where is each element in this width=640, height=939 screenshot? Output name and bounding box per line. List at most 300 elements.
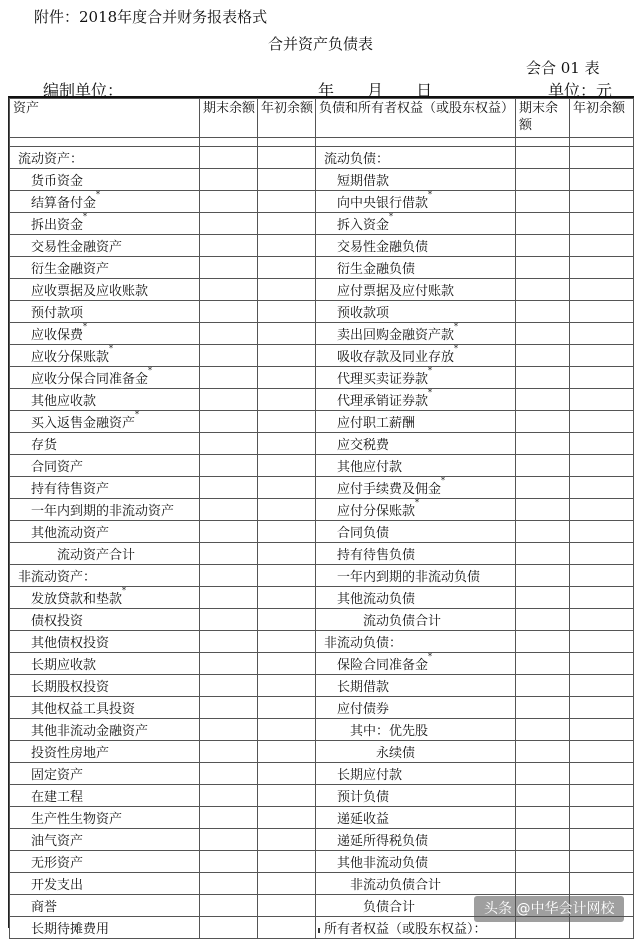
liability-item — [316, 565, 516, 587]
line-item-label: 衍生金融资产 — [31, 262, 110, 277]
asset-item — [10, 147, 200, 169]
footnote-mark: * — [454, 344, 459, 353]
line-item-label: 应付手续费及佣金 — [337, 482, 442, 497]
table-row — [10, 301, 634, 323]
asset-opening-value — [258, 499, 316, 521]
line-item-label: 应付票据及应付账款 — [337, 284, 455, 299]
footnote-mark: * — [389, 212, 394, 221]
liability-item — [316, 609, 516, 631]
liability-item — [316, 257, 516, 279]
liability-opening-value — [570, 785, 634, 807]
asset-ending-value — [200, 279, 258, 301]
table-row — [10, 191, 634, 213]
asset-ending-value — [200, 499, 258, 521]
liability-opening-value — [570, 873, 634, 895]
line-item-label: 流动负债： — [324, 152, 390, 167]
asset-opening-value — [258, 345, 316, 367]
asset-ending-value — [200, 345, 258, 367]
line-item-label: 衍生金融负债 — [337, 262, 416, 277]
liability-item — [316, 675, 516, 697]
table-row — [10, 609, 634, 631]
asset-item — [10, 565, 200, 587]
asset-ending-value — [200, 301, 258, 323]
liability-item — [316, 147, 516, 169]
asset-item — [10, 499, 200, 521]
liability-ending-value — [516, 433, 570, 455]
table-row — [10, 279, 634, 301]
line-item-label: 应收分保合同准备金 — [31, 372, 149, 387]
asset-item — [10, 763, 200, 785]
line-item-label: 代理买卖证券款 — [337, 372, 429, 387]
asset-ending-value — [200, 807, 258, 829]
date-label: 年 月 日 — [318, 81, 433, 100]
line-item-label: 其他流动资产 — [31, 526, 110, 541]
table-row — [10, 587, 634, 609]
line-item-label: 长期待摊费用 — [31, 922, 110, 937]
line-item-label: 其他流动负债 — [337, 592, 416, 607]
liability-item — [316, 455, 516, 477]
liability-ending-value — [516, 235, 570, 257]
liability-ending-value — [516, 697, 570, 719]
asset-ending-value — [200, 147, 258, 169]
liability-item — [316, 411, 516, 433]
asset-opening-value — [258, 631, 316, 653]
asset-item — [10, 917, 200, 939]
line-item-label: 固定资产 — [31, 768, 84, 783]
line-item-label: 非流动资产： — [18, 570, 97, 585]
liability-opening-value — [570, 213, 634, 235]
line-item-label: 油气资产 — [31, 834, 84, 849]
liability-ending-value — [516, 477, 570, 499]
asset-item — [10, 521, 200, 543]
col-header-liab-ending: 期末余额 — [516, 99, 570, 138]
asset-opening-value — [258, 323, 316, 345]
line-item-label: 商誉 — [31, 900, 58, 915]
asset-opening-value — [258, 675, 316, 697]
asset-ending-value — [200, 477, 258, 499]
line-item-label: 债权投资 — [31, 614, 84, 629]
liability-item — [316, 213, 516, 235]
table-row — [10, 697, 634, 719]
liability-opening-value — [570, 301, 634, 323]
asset-opening-value — [258, 851, 316, 873]
table-row — [10, 631, 634, 653]
liability-opening-value — [570, 631, 634, 653]
liability-item — [316, 389, 516, 411]
liability-ending-value — [516, 301, 570, 323]
asset-item — [10, 653, 200, 675]
asset-opening-value — [258, 565, 316, 587]
asset-item — [10, 279, 200, 301]
balance-sheet-table — [9, 98, 634, 939]
line-item-label: 存货 — [31, 438, 58, 453]
asset-ending-value — [200, 411, 258, 433]
table-row — [10, 367, 634, 389]
asset-opening-value — [258, 477, 316, 499]
asset-ending-value — [200, 169, 258, 191]
liability-opening-value — [570, 851, 634, 873]
table-row — [10, 785, 634, 807]
liability-item — [316, 741, 516, 763]
liability-item — [316, 279, 516, 301]
asset-opening-value — [258, 213, 316, 235]
liability-opening-value — [570, 411, 634, 433]
liability-opening-value — [570, 455, 634, 477]
asset-item — [10, 367, 200, 389]
asset-item — [10, 257, 200, 279]
liability-ending-value — [516, 829, 570, 851]
asset-item — [10, 191, 200, 213]
liability-opening-value — [570, 169, 634, 191]
liability-ending-value — [516, 565, 570, 587]
asset-opening-value — [258, 653, 316, 675]
footnote-mark: * — [122, 586, 127, 595]
liability-opening-value — [570, 543, 634, 565]
line-item-label: 负债合计 — [363, 900, 416, 915]
footnote-mark: * — [428, 388, 433, 397]
liability-ending-value — [516, 499, 570, 521]
line-item-label: 结算备付金 — [31, 196, 97, 211]
asset-ending-value — [200, 565, 258, 587]
footnote-mark: * — [415, 498, 420, 507]
liability-opening-value — [570, 279, 634, 301]
liability-opening-value — [570, 697, 634, 719]
liability-item — [316, 763, 516, 785]
asset-ending-value — [200, 521, 258, 543]
line-item-label: 长期应收款 — [31, 658, 97, 673]
asset-ending-value — [200, 433, 258, 455]
line-item-label: 其他应付款 — [337, 460, 403, 475]
line-item-label: 其他权益工具投资 — [31, 702, 136, 717]
line-item-label: 应收票据及应收账款 — [31, 284, 149, 299]
liability-ending-value — [516, 741, 570, 763]
line-item-label: 持有待售负债 — [337, 548, 416, 563]
line-item-label: 在建工程 — [31, 790, 84, 805]
line-item-label: 应付分保账款 — [337, 504, 416, 519]
asset-ending-value — [200, 323, 258, 345]
liability-ending-value — [516, 587, 570, 609]
footnote-mark: * — [109, 344, 114, 353]
asset-ending-value — [200, 741, 258, 763]
liability-ending-value — [516, 521, 570, 543]
liability-ending-value — [516, 851, 570, 873]
asset-opening-value — [258, 301, 316, 323]
asset-ending-value — [200, 587, 258, 609]
asset-opening-value — [258, 147, 316, 169]
line-item-label: 长期借款 — [337, 680, 390, 695]
table-row — [10, 433, 634, 455]
liability-item — [316, 807, 516, 829]
asset-ending-value — [200, 213, 258, 235]
line-item-label: 流动负债合计 — [363, 614, 442, 629]
page-marker — [318, 928, 320, 933]
asset-item — [10, 851, 200, 873]
liability-item — [316, 873, 516, 895]
table-row — [10, 235, 634, 257]
line-item-label: 一年内到期的非流动负债 — [337, 570, 481, 585]
liability-ending-value — [516, 719, 570, 741]
asset-ending-value — [200, 235, 258, 257]
table-row — [10, 389, 634, 411]
liability-ending-value — [516, 873, 570, 895]
footnote-mark: * — [83, 212, 88, 221]
table-row — [10, 741, 634, 763]
line-item-label: 长期应付款 — [337, 768, 403, 783]
line-item-label: 交易性金融负债 — [337, 240, 429, 255]
line-item-label: 非流动负债： — [324, 636, 403, 651]
line-item-label: 生产性生物资产 — [31, 812, 123, 827]
asset-opening-value — [258, 609, 316, 631]
table-row — [10, 411, 634, 433]
liability-opening-value — [570, 719, 634, 741]
asset-item — [10, 477, 200, 499]
liability-ending-value — [516, 675, 570, 697]
asset-opening-value — [258, 455, 316, 477]
liability-opening-value — [570, 741, 634, 763]
table-row — [10, 257, 634, 279]
liability-opening-value — [570, 763, 634, 785]
line-item-label: 应交税费 — [337, 438, 390, 453]
line-item-label: 保险合同准备金 — [337, 658, 429, 673]
line-item-label: 预收款项 — [337, 306, 390, 321]
liability-opening-value — [570, 587, 634, 609]
line-item-label: 长期股权投资 — [31, 680, 110, 695]
liability-item — [316, 829, 516, 851]
liability-ending-value — [516, 763, 570, 785]
asset-opening-value — [258, 829, 316, 851]
line-item-label: 开发支出 — [31, 878, 84, 893]
table-row — [10, 499, 634, 521]
asset-opening-value — [258, 873, 316, 895]
table-row — [10, 477, 634, 499]
liability-ending-value — [516, 631, 570, 653]
line-item-label: 买入返售金融资产 — [31, 416, 136, 431]
asset-item — [10, 587, 200, 609]
asset-ending-value — [200, 455, 258, 477]
line-item-label: 预计负债 — [337, 790, 390, 805]
asset-ending-value — [200, 631, 258, 653]
asset-opening-value — [258, 785, 316, 807]
liability-opening-value — [570, 499, 634, 521]
liability-item — [316, 587, 516, 609]
asset-item — [10, 213, 200, 235]
asset-opening-value — [258, 697, 316, 719]
spacer-row — [10, 138, 634, 147]
table-row — [10, 455, 634, 477]
asset-item — [10, 433, 200, 455]
table-row — [10, 323, 634, 345]
asset-ending-value — [200, 675, 258, 697]
balance-sheet-frame — [8, 96, 634, 937]
asset-item — [10, 543, 200, 565]
liability-ending-value — [516, 389, 570, 411]
asset-item — [10, 719, 200, 741]
line-item-label: 非流动负债合计 — [350, 878, 442, 893]
table-row — [10, 851, 634, 873]
footnote-mark: * — [83, 322, 88, 331]
liability-opening-value — [570, 389, 634, 411]
asset-ending-value — [200, 829, 258, 851]
line-item-label: 永续债 — [376, 746, 416, 761]
line-item-label: 短期借款 — [337, 174, 390, 189]
liability-item — [316, 323, 516, 345]
line-item-label: 其他非流动金融资产 — [31, 724, 149, 739]
asset-opening-value — [258, 191, 316, 213]
asset-opening-value — [258, 719, 316, 741]
liability-item — [316, 235, 516, 257]
asset-ending-value — [200, 917, 258, 939]
asset-ending-value — [200, 389, 258, 411]
table-row — [10, 543, 634, 565]
liability-ending-value — [516, 257, 570, 279]
liability-ending-value — [516, 323, 570, 345]
liability-item — [316, 785, 516, 807]
footnote-mark: * — [135, 410, 140, 419]
liability-opening-value — [570, 235, 634, 257]
asset-ending-value — [200, 873, 258, 895]
line-item-label: 其中：优先股 — [350, 724, 429, 739]
asset-opening-value — [258, 367, 316, 389]
asset-opening-value — [258, 587, 316, 609]
asset-opening-value — [258, 763, 316, 785]
asset-opening-value — [258, 521, 316, 543]
asset-item — [10, 169, 200, 191]
liability-item — [316, 499, 516, 521]
asset-opening-value — [258, 169, 316, 191]
col-header-asset-opening: 年初余额 — [258, 99, 316, 138]
asset-item — [10, 675, 200, 697]
line-item-label: 吸收存款及同业存放 — [337, 350, 455, 365]
line-item-label: 合同负债 — [337, 526, 390, 541]
liability-item — [316, 477, 516, 499]
asset-ending-value — [200, 257, 258, 279]
liability-opening-value — [570, 609, 634, 631]
asset-opening-value — [258, 279, 316, 301]
liability-opening-value — [570, 433, 634, 455]
liability-ending-value — [516, 169, 570, 191]
liability-opening-value — [570, 147, 634, 169]
liability-opening-value — [570, 829, 634, 851]
table-row — [10, 873, 634, 895]
asset-ending-value — [200, 763, 258, 785]
line-item-label: 应付职工薪酬 — [337, 416, 416, 431]
liability-item — [316, 169, 516, 191]
header-row — [10, 99, 634, 138]
liability-item — [316, 521, 516, 543]
col-header-assets: 资产 — [10, 99, 200, 138]
asset-item — [10, 807, 200, 829]
liability-item — [316, 191, 516, 213]
line-item-label: 发放贷款和垫款 — [31, 592, 123, 607]
asset-item — [10, 873, 200, 895]
liability-opening-value — [570, 653, 634, 675]
line-item-label: 其他非流动负债 — [337, 856, 429, 871]
asset-item — [10, 235, 200, 257]
liability-item — [316, 719, 516, 741]
table-row — [10, 763, 634, 785]
col-header-asset-ending: 期末余额 — [200, 99, 258, 138]
prepared-by-label: 编制单位： — [43, 81, 124, 100]
line-item-label: 递延所得税负债 — [337, 834, 429, 849]
line-item-label: 向中央银行借款 — [337, 196, 429, 211]
line-item-label: 交易性金融资产 — [31, 240, 123, 255]
line-item-label: 货币资金 — [31, 174, 84, 189]
line-item-label: 应收分保账款 — [31, 350, 110, 365]
asset-item — [10, 697, 200, 719]
liability-item — [316, 653, 516, 675]
asset-opening-value — [258, 235, 316, 257]
line-item-label: 所有者权益（或股东权益）： — [324, 922, 487, 937]
asset-item — [10, 323, 200, 345]
line-item-label: 卖出回购金融资产款 — [337, 328, 455, 343]
line-item-label: 投资性房地产 — [31, 746, 110, 761]
table-row — [10, 169, 634, 191]
liability-ending-value — [516, 279, 570, 301]
asset-item — [10, 829, 200, 851]
asset-opening-value — [258, 917, 316, 939]
asset-opening-value — [258, 411, 316, 433]
currency-unit-label: 单位：元 — [548, 81, 613, 100]
footnote-mark: * — [428, 366, 433, 375]
col-header-liabilities: 负债和所有者权益（或股东权益） — [316, 99, 516, 138]
line-item-label: 应付债券 — [337, 702, 390, 717]
watermark: 头条 @中华会计网校 — [474, 896, 624, 922]
liability-ending-value — [516, 191, 570, 213]
liability-item — [316, 543, 516, 565]
table-row — [10, 521, 634, 543]
line-item-label: 流动资产： — [18, 152, 84, 167]
footnote-mark: * — [96, 190, 101, 199]
asset-opening-value — [258, 543, 316, 565]
liability-ending-value — [516, 147, 570, 169]
liability-item — [316, 697, 516, 719]
asset-ending-value — [200, 609, 258, 631]
table-row — [10, 345, 634, 367]
line-item-label: 应收保费 — [31, 328, 84, 343]
asset-item — [10, 609, 200, 631]
liability-opening-value — [570, 807, 634, 829]
table-row — [10, 653, 634, 675]
asset-item — [10, 411, 200, 433]
liability-ending-value — [516, 785, 570, 807]
liability-opening-value — [570, 191, 634, 213]
table-row — [10, 147, 634, 169]
liability-ending-value — [516, 543, 570, 565]
asset-item — [10, 631, 200, 653]
asset-item — [10, 301, 200, 323]
footnote-mark: * — [454, 322, 459, 331]
asset-ending-value — [200, 895, 258, 917]
liability-opening-value — [570, 565, 634, 587]
line-item-label: 其他债权投资 — [31, 636, 110, 651]
asset-ending-value — [200, 191, 258, 213]
asset-ending-value — [200, 543, 258, 565]
liability-ending-value — [516, 367, 570, 389]
liability-opening-value — [570, 367, 634, 389]
liability-ending-value — [516, 807, 570, 829]
asset-ending-value — [200, 785, 258, 807]
asset-opening-value — [258, 257, 316, 279]
footnote-mark: * — [428, 190, 433, 199]
line-item-label: 持有待售资产 — [31, 482, 110, 497]
asset-opening-value — [258, 741, 316, 763]
liability-opening-value — [570, 345, 634, 367]
page-title: 合并资产负债表 — [268, 35, 374, 53]
table-row — [10, 565, 634, 587]
line-item-label: 拆入资金 — [337, 218, 390, 233]
liability-item — [316, 433, 516, 455]
asset-ending-value — [200, 851, 258, 873]
